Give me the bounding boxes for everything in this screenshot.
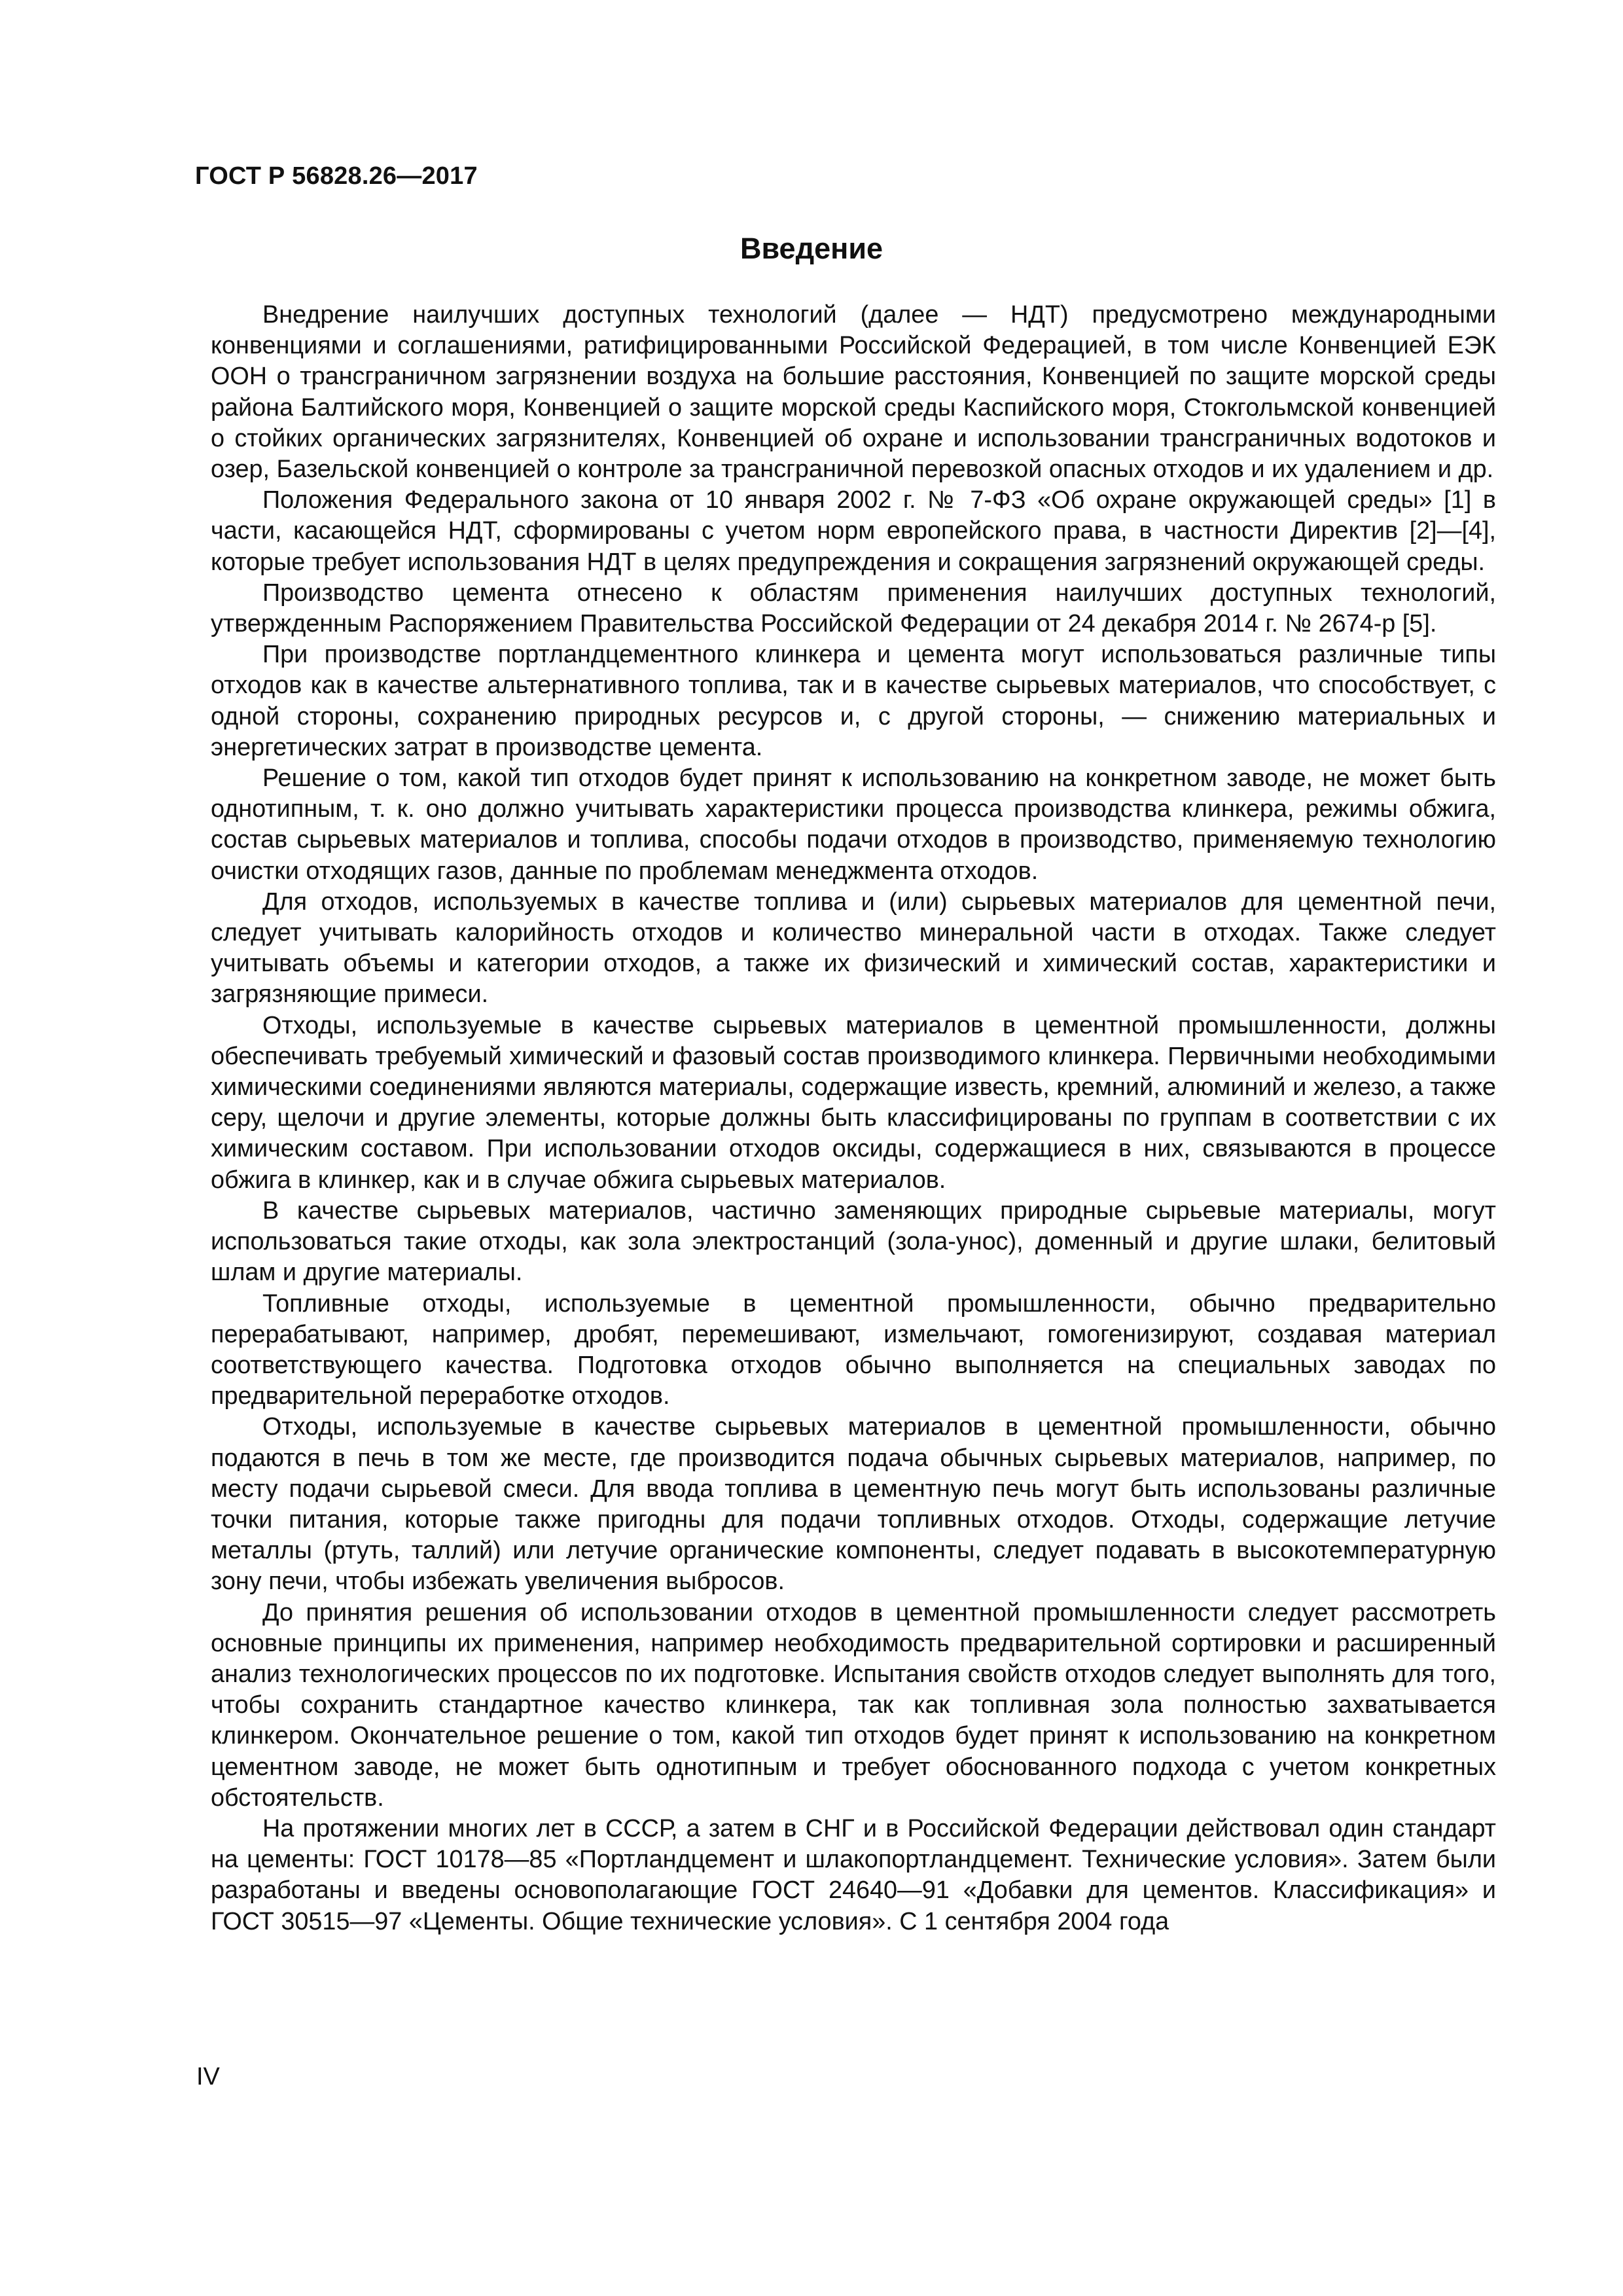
paragraph-11: До принятия решения об использовании отходов в цементной промышленности следует рассмотреть основные принципы их применения, например необходимость предварительной сортировки и расширенный анализ технологических процессов по их подготовке. Испытания свойств отходов следует выполнять для того, чтобы сохранить стандартное качество клинкера, так как топливная зола полностью захватывается клинкером. Окончательное решение о том, какой тип отходов будет принят к использованию на конкретном цементном заводе, не может быть однотипным и требует обоснованного подхода с учетом конкретных обстоятельств. bbox=[211, 1598, 1496, 1812]
body-text bbox=[211, 300, 1496, 1937]
page-number: IV bbox=[196, 2063, 220, 2090]
paragraph-2: Положения Федерального закона от 10 января 2002 г. № 7-ФЗ «Об охране окружающей среды» [1] в части, касающейся НДТ, сформированы с учетом норм европейского права, в частности Директив [2]—[4], которые требует использования НДТ в целях предупреждения и сокращения загрязнений окружающей среды. bbox=[211, 486, 1496, 576]
paragraph-1: Внедрение наилучших доступных технологий (далее — НДТ) предусмотрено международными конвенциями и соглашениями, ратифицированными Российской Федерацией, в том числе Конвенцией ЕЭК ООН о трансграничном загрязнении воздуха на большие расстояния, Конвенцией по защите морской среды района Балтийского моря, Конвенцией о защите морской среды Каспийского моря, Стокгольмской конвенцией о стойких органических загрязнителях, Конвенцией об охране и использовании трансграничных водотоков и озер, Базельской конвенцией о контроле за трансграничной перевозкой опасных отходов и их удалением и др. bbox=[211, 301, 1496, 484]
document-code-header: ГОСТ Р 56828.26—2017 bbox=[195, 162, 478, 190]
paragraph-4: При производстве портландцементного клинкера и цемента могут использоваться различные типы отходов как в качестве альтернативного топлива, так и в качестве сырьевых материалов, что способствует, с одной стороны, сохранению природных ресурсов и, с другой стороны, — снижению материальных и энергетических затрат в производстве цемента. bbox=[211, 641, 1496, 761]
paragraph-8: В качестве сырьевых материалов, частично заменяющих природные сырьевые материалы, могут использоваться такие отходы, как зола электростанций (зола-унос), доменный и другие шлаки, белитовый шлам и другие материалы. bbox=[211, 1196, 1496, 1287]
paragraph-12: На протяжении многих лет в СССР, а затем в СНГ и в Российской Федерации действовал один стандарт на цементы: ГОСТ 10178—85 «Портландцемент и шлакопортландцемент. Технические условия». Затем были разработаны и введены основополагающие ГОСТ 24640—91 «Добавки для цементов. Классификация» и ГОСТ 30515—97 «Цементы. Общие технические условия». С 1 сентября 2004 года bbox=[211, 1814, 1496, 1935]
section-title: Введение bbox=[740, 232, 883, 265]
paragraph-7: Отходы, используемые в качестве сырьевых материалов в цементной промышленности, должны обеспечивать требуемый химический и фазовый состав производимого клинкера. Первичными необходимыми химическими соединениями являются материалы, содержащие известь, кремний, алюминий и железо, а также серу, щелочи и другие элементы, которые должны быть классифицированы по группам в соответствии с их химическим составом. При использовании отходов оксиды, содержащиеся в них, связываются в процессе обжига в клинкер, как и в случае обжига сырьевых материалов. bbox=[211, 1011, 1496, 1194]
paragraph-10: Отходы, используемые в качестве сырьевых материалов в цементной промышленности, обычно подаются в печь в том же месте, где производится подача обычных сырьевых материалов, например, по месту подачи сырьевой смеси. Для ввода топлива в цементную печь могут быть использованы различные точки питания, которые также пригодны для подачи топливных отходов. Отходы, содержащие летучие металлы (ртуть, таллий) или летучие органические компоненты, следует подавать в высокотемпературную зону печи, чтобы избежать увеличения выбросов. bbox=[211, 1413, 1496, 1596]
paragraph-3: Производство цемента отнесено к областям применения наилучших доступных технологий, утвержденным Распоряжением Правительства Российской Федерации от 24 декабря 2014 г. № 2674-р [5]. bbox=[211, 579, 1496, 638]
paragraph-6: Для отходов, используемых в качестве топлива и (или) сырьевых материалов для цементной печи, следует учитывать калорийность отходов и количество минеральной части в отходах. Также следует учитывать объемы и категории отходов, а также их физический и химический состав, характеристики и загрязняющие примеси. bbox=[211, 888, 1496, 1009]
paragraph-9: Топливные отходы, используемые в цементной промышленности, обычно предварительно перерабатывают, например, дробят, перемешивают, измельчают, гомогенизируют, создавая материал соответствующего качества. Подготовка отходов обычно выполняется на специальных заводах по предварительной переработке отходов. bbox=[211, 1289, 1496, 1410]
paragraph-5: Решение о том, какой тип отходов будет принят к использованию на конкретном заводе, не может быть однотипным, т. к. оно должно учитывать характеристики процесса производства клинкера, режимы обжига, состав сырьевых материалов и топлива, способы подачи отходов в производство, применяемую технологию очистки отходящих газов, данные по проблемам менеджмента отходов. bbox=[211, 764, 1496, 885]
